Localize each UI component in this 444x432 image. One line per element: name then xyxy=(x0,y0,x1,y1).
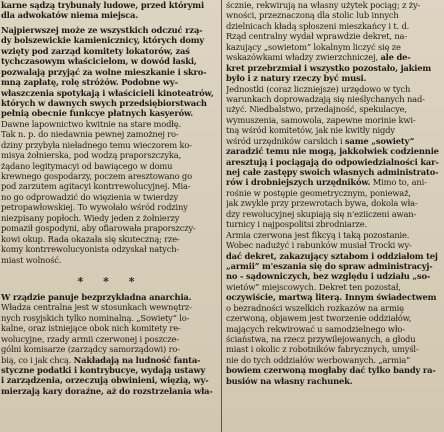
text-line xyxy=(226,136,443,146)
text-line: kret przebrzmiał i wszystko pozostało, jakiem xyxy=(226,62,432,73)
text-line: styczne podatki i kontrybucye, wydają ustawy xyxy=(1,365,206,375)
text-run: wskazówkami władzy zwierzchniczej, xyxy=(226,52,378,63)
text-run: Mimo to, ani- xyxy=(372,177,427,188)
text-line: Najpierwszej może ze wszystkich odczuć rzą- xyxy=(1,24,203,35)
text-line xyxy=(1,355,219,365)
text-line: pozwalają przyjąć za wolne mieszkanie i skro- xyxy=(1,66,207,77)
text-line: pomaził gospodyni, aby ofiarowała praporszczy- xyxy=(1,223,196,234)
text-line: bowiem czerwoną mogłaby dać tylko bandy ra- xyxy=(226,365,436,376)
text-line: dzielnicach kładą spłoszeni mieszkańcy i t. d. xyxy=(226,20,410,31)
text-line: mierzają kary doraźne, aż do rozstrzelania wła- xyxy=(1,385,213,396)
text-line: ścznie, rekwirują na własny użytek pociąg; z ży- xyxy=(226,0,421,10)
text-line: nych rosyjskich tylko nominalną. „Sowiety” lo- xyxy=(1,312,190,323)
text-line: i zarządzenia, orzeczują obwinieni, więzią, wy- xyxy=(1,375,209,386)
text-line: o bezradności wszelkich rozkazów na armię xyxy=(226,302,404,313)
text-line: busiów na własny rachunek. xyxy=(226,375,353,386)
text-line: żądano legitymacyi od bawiącego w domu xyxy=(1,160,173,171)
text-line: warunkach doprowadzają się nieślychanych nad- xyxy=(226,93,425,104)
text-line: no go odprowadzić do więzienia w twierdzy xyxy=(1,191,179,202)
text-line: dla adwokatów niema miejsca. xyxy=(1,10,139,21)
text-line: krewnego gospodarzy, poczem aresztowano go xyxy=(1,171,192,181)
text-line: dziny przybyła nieładnego temu wieczorem ko- xyxy=(1,139,192,150)
text-line: właszczenia spotykają i właścicieli kinoteatrów, xyxy=(1,87,214,98)
text-line: zaradzić temu nie mogą, jakkolwiek codziennie xyxy=(226,146,439,157)
text-line: czerwoną, objawem jest tworzenie oddziałów, xyxy=(226,313,412,324)
text-line: wności, przeznaczoną dla stolic lub innych xyxy=(226,10,399,21)
text-line: kowi okup. Rada okazała się skuteczną; rze- xyxy=(1,233,180,244)
text-line: miast wolność. xyxy=(1,254,62,265)
left-para-1 xyxy=(1,0,219,21)
text-line: Dawne lapownictwo kwitnie na stare modłę. xyxy=(1,118,182,129)
text-run-bold: same „sowiety” xyxy=(345,135,415,146)
text-run-bold: Nakładają na ludność fanta- xyxy=(73,354,201,365)
text-line: aresztują i pociągają do odpowiedzialności kar- xyxy=(226,156,439,167)
heading-text: W rządzie panuje bezprzykładna anarchia. xyxy=(1,291,192,302)
text-line: oczywiście, martwą literą. Innym świadectwem xyxy=(226,292,437,303)
text-line: których w dawnych swych przedsiębiorstwach xyxy=(1,97,207,108)
section-heading xyxy=(1,292,219,302)
column-rule xyxy=(221,0,222,432)
text-line: jak zwykle przy przewrotach bywa, dokola wła- xyxy=(226,198,418,209)
text-line: wolucyjne, rzady armii czerwonej i poszcze- xyxy=(1,333,179,344)
text-line: „armii” m'eszania się do spraw administracyj- xyxy=(226,260,433,271)
text-line: pełnią obecnie funkcye płatnych kasyerów. xyxy=(1,108,193,119)
text-line: było i z natury rzeczy być musi. xyxy=(226,73,367,84)
text-line: gólni komisarze (zarządcy samorządowi) ro- xyxy=(1,344,180,355)
right-para-1 xyxy=(226,0,443,84)
text-line: tną wśród komitetów, jak nie kwitły nigdy xyxy=(226,125,395,136)
text-line: dy bolszewickie kamienicznicy, których domy xyxy=(1,35,205,46)
text-line: wzięty pod zarząd komitety lokatorów, zaś xyxy=(1,45,190,56)
text-line: Rząd centralny wydał wprawdzie dekret, na- xyxy=(226,31,407,42)
text-run: wśród urzędników carskich i xyxy=(226,135,343,146)
right-para-3 xyxy=(226,230,443,387)
text-line: Jednostki (coraz liczniejsze) urzędowo w tych xyxy=(226,83,411,94)
right-para-2 xyxy=(226,84,443,230)
text-line: użyć. Niedbalstwo, przedajność, spekulacye, xyxy=(226,104,407,115)
text-line: wymuszenia, samowola, zapewne morinie kwi- xyxy=(226,114,416,125)
text-line: Władza centralna jest w stosunkach wewnętrz- xyxy=(1,302,192,313)
text-line: mających rekwirować u samodzielnego wło- xyxy=(226,323,405,334)
left-column xyxy=(1,0,219,432)
text-line: nej całe zastępy swoich własnych administrato- xyxy=(226,167,439,177)
text-line: miast i okolic z robotników fabrycznych, umyśl- xyxy=(226,344,419,355)
text-line: Armia czerwona jest fikcyą i taką pozostanie. xyxy=(226,229,410,240)
text-line: karne sądzą trybunały ludowe, przed którymi xyxy=(1,0,204,10)
text-line: wietów” miejscowych. Dekret ten pozostał, xyxy=(226,281,401,292)
text-line: pod zarzutem agitacyi kontrrewolucyjnej. Mia- xyxy=(1,181,191,192)
text-line: kazujący „sowietom” lokalnym liczyć się ze xyxy=(226,41,401,52)
text-line: mną zapłatę, rolę stróżów. Podobne wy- xyxy=(1,77,178,88)
left-para-3 xyxy=(1,119,219,265)
left-para-4 xyxy=(1,302,219,396)
text-line xyxy=(226,177,443,187)
text-line: niezpisany popłoch. Wiedy jeden z żołnierzy xyxy=(1,212,180,223)
text-line: dzy rewolucyjnej skupiają się n'eziiczeni awan- xyxy=(226,208,417,219)
right-column xyxy=(226,0,443,432)
text-line: rośnie w postępie geometrycznym, ponieważ, xyxy=(226,187,411,198)
text-line: turnicy i najpospolitsi zbrodniarze. xyxy=(226,219,367,230)
text-line: komy kontrrewolucyonista odzyskał natych- xyxy=(1,244,180,255)
text-run-bold: ale de- xyxy=(380,52,411,63)
text-line: ściaństwa, na rzecz przywilejowanych, a głodu xyxy=(226,334,416,344)
text-line: dać dekret, zakazujący sztabom i oddziałom tej xyxy=(226,250,438,261)
text-line: Wobec nadużyć i rabunków musiał Trocki wy- xyxy=(226,240,412,251)
text-line xyxy=(226,52,443,62)
left-para-2 xyxy=(1,25,219,119)
text-line: kalne, oraz istniejące obok nich komitety re- xyxy=(1,323,181,334)
text-run-bold: rów i drobniejszych urzędników. xyxy=(226,177,371,188)
text-run: bią, co i jak chcą. xyxy=(1,354,72,365)
text-line: petropawłowskiej. To wywołało wśród rodziny xyxy=(1,202,188,213)
text-line: Tak n. p. do niedawnia pewnej zamożnej ro- xyxy=(1,129,179,140)
text-line: misya żołnierska, pod wodzą praporszczyka, xyxy=(1,150,182,161)
section-separator: * * * xyxy=(77,274,143,288)
text-line: no - sądowniczych, bez względu i udziału „so- xyxy=(226,271,431,282)
text-line: tychczasowym właścicielom, w dowód łaski, xyxy=(1,56,197,67)
text-line: nie do tych oddziałów werbowanych. „armia” xyxy=(226,354,411,365)
